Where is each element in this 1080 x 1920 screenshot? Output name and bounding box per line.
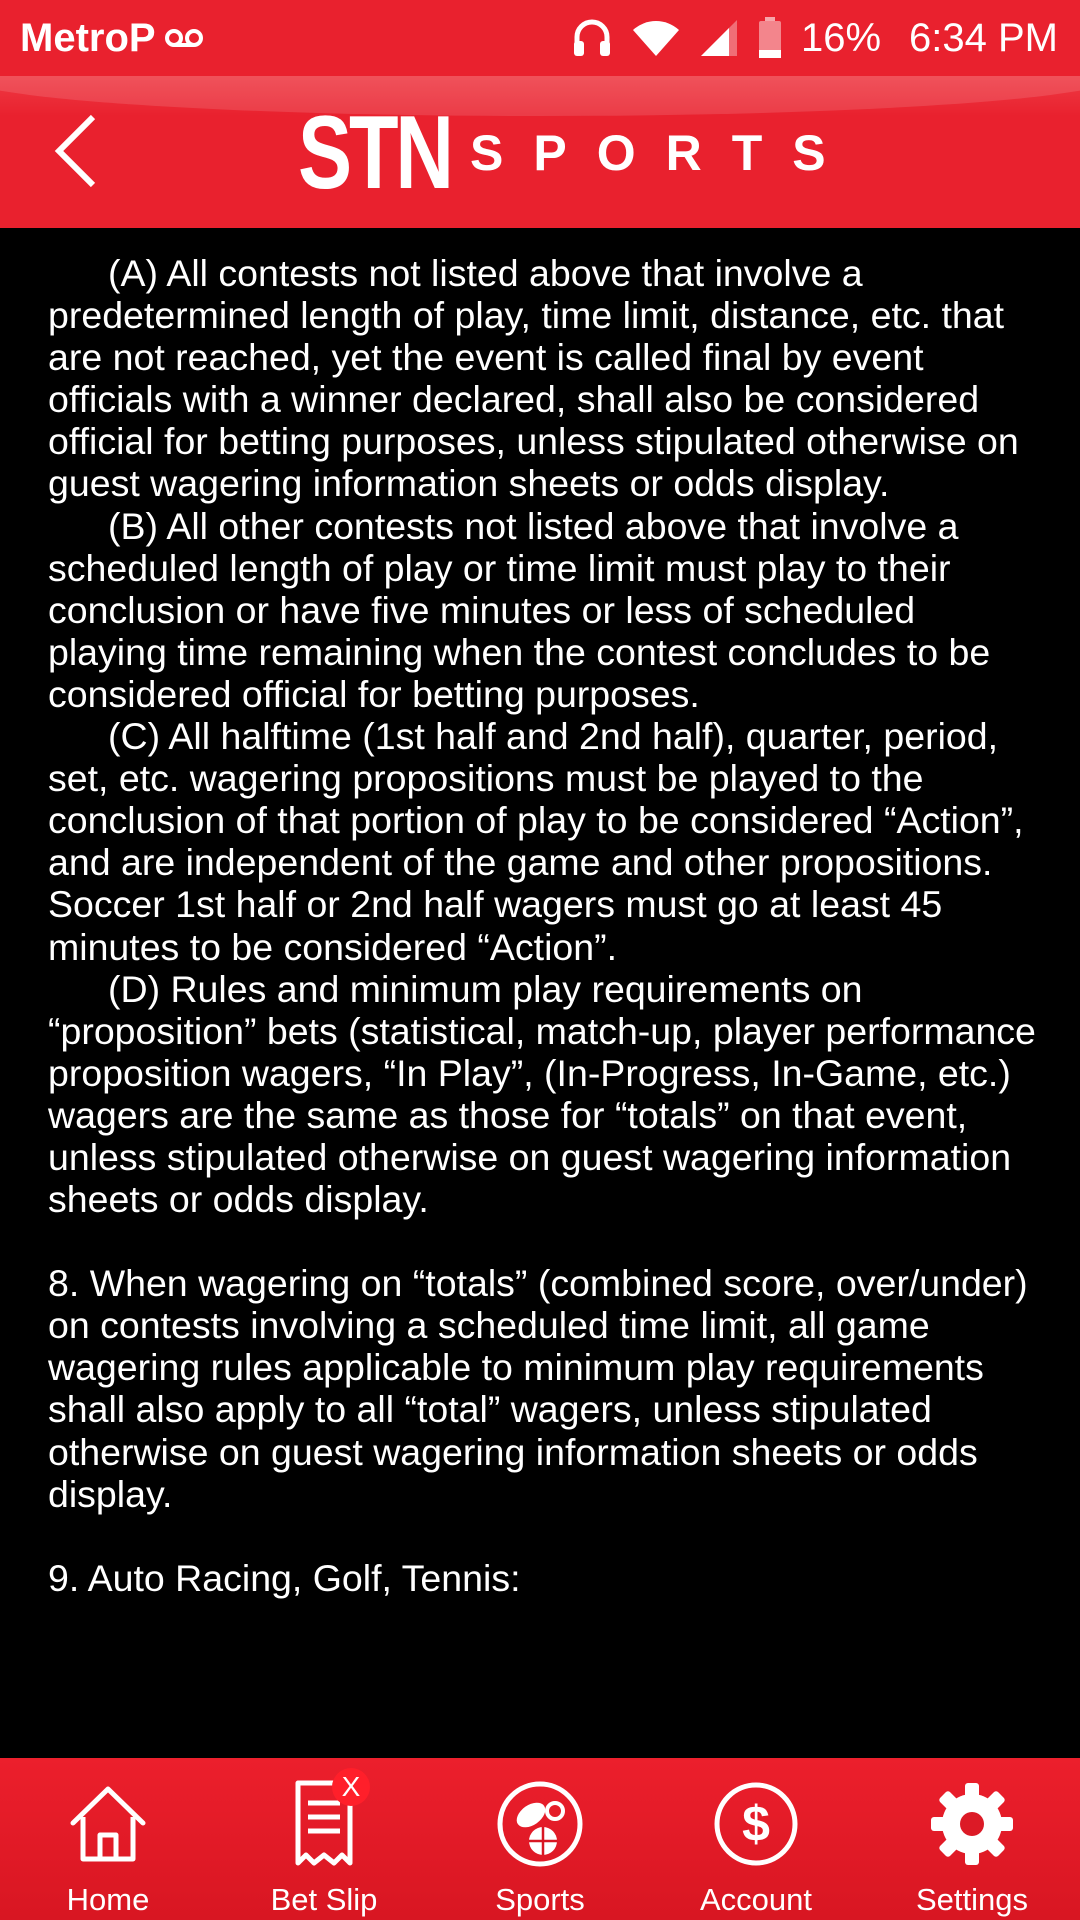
status-bar — [0, 0, 1080, 76]
rule-paragraph-a: (A) All contests not listed above that involve a predetermined length of play, time limit, distance, etc. that are not reached, yet the event is called final by event officials with a winner declared, shall also be considered official for betting purposes, unless stipulated otherwise on guest wagering information sheets or odds display. — [48, 252, 1019, 505]
wifi-icon — [631, 18, 681, 58]
logo-sub: SPORTS — [470, 125, 856, 181]
nav-home-label: Home — [66, 1882, 150, 1917]
rules-content[interactable] — [0, 228, 1080, 1758]
dollar-coin-icon — [711, 1779, 801, 1869]
chevron-left-icon — [53, 113, 97, 189]
brand-logo — [298, 95, 856, 211]
battery-icon — [757, 17, 783, 59]
nav-settings[interactable] — [864, 1758, 1080, 1920]
back-button[interactable] — [40, 106, 110, 196]
rule-paragraph-b: (B) All other contests not listed above that involve a scheduled length of play or time limit must play to their conclusion or have five minutes or less of scheduled playing time remaining when the contest concludes to be considered official for betting purposes. — [48, 504, 991, 715]
voicemail-icon — [164, 27, 204, 49]
rule-paragraph-c: (C) All halftime (1st half and 2nd half), quarter, period, set, etc. wagering propositions must be played to the conclusion of that portion of play to be considered “Action”, and are independent of the game and other propositions. Soccer 1st half or 2nd half wagers must go at least 45 minutes to be considered “Action”. — [48, 715, 1024, 968]
clock: 6:34 PM — [909, 15, 1058, 60]
sports-balls-icon — [495, 1779, 585, 1869]
home-icon — [63, 1779, 153, 1869]
nav-sports[interactable] — [432, 1758, 648, 1920]
paragraph-gap — [48, 1515, 1040, 1557]
battery-percent: 16% — [800, 15, 882, 60]
rule-paragraph-9: 9. Auto Racing, Golf, Tennis: — [48, 1556, 521, 1599]
logo-main: STN — [298, 95, 451, 211]
nav-account-label: Account — [699, 1882, 812, 1917]
rule-paragraph-8: 8. When wagering on “totals” (combined score, over/under) on contests involving a scheduled time limit, all game wagering rules applicable to minimum play requirements shall also apply to all “total” wagers, unless stipulated otherwise on guest wagering information sheets or odds display. — [48, 1262, 1028, 1515]
gear-icon — [927, 1779, 1017, 1869]
carrier-name: MetroP — [20, 15, 156, 60]
bet-slip-badge: X — [332, 1768, 370, 1806]
paragraph-gap — [48, 1220, 1040, 1262]
headset-icon — [571, 17, 613, 59]
rule-paragraph-d: (D) Rules and minimum play requirements on “proposition” bets (statistical, match-up, player performance proposition wagers, “In Play”, (In-Progress, In-Game, etc.) wagers are the same as those for “totals” on that event, unless stipulated otherwise on guest wagering information sheets or odds display. — [48, 967, 1036, 1221]
nav-sports-label: Sports — [495, 1882, 585, 1917]
nav-bet-slip[interactable] — [216, 1758, 432, 1920]
nav-account[interactable] — [648, 1758, 864, 1920]
nav-bet-slip-label: Bet Slip — [270, 1882, 378, 1917]
app-header — [0, 76, 1080, 228]
bottom-nav — [0, 1758, 1080, 1920]
nav-home[interactable] — [0, 1758, 216, 1920]
signal-icon — [699, 18, 739, 58]
nav-settings-label: Settings — [915, 1882, 1028, 1917]
carrier — [20, 16, 204, 61]
svg-text:$: $ — [742, 1796, 770, 1852]
